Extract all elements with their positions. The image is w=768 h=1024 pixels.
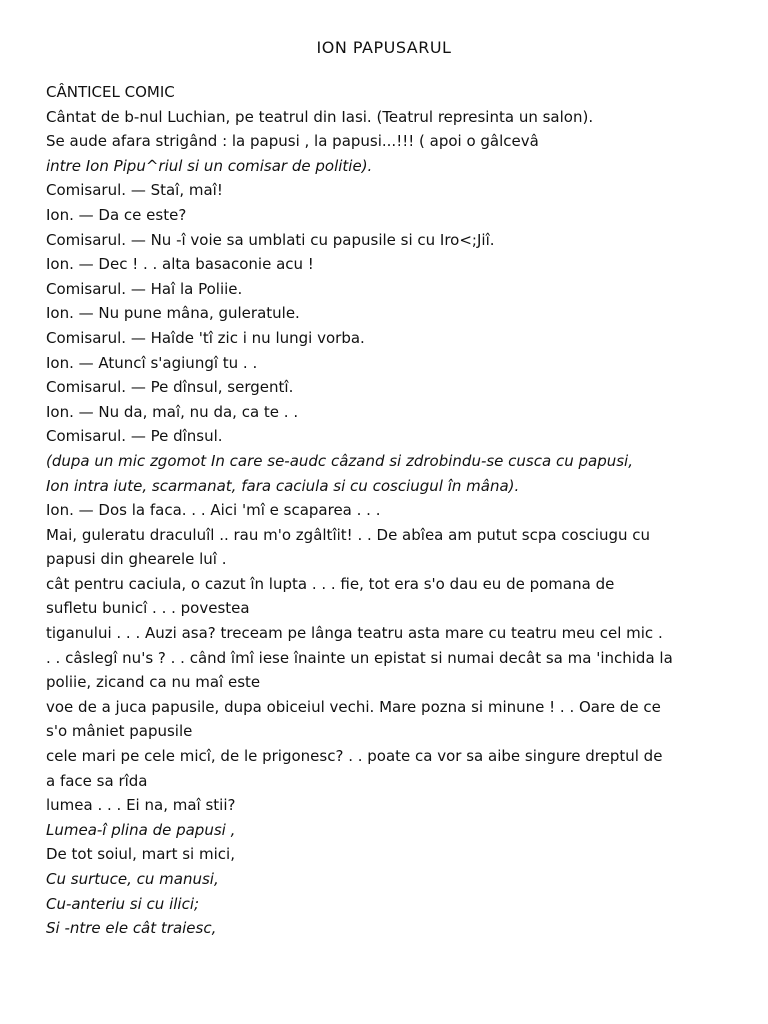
- text-line: Ion. — Dos la faca. . . Aici 'mî e scaparea . . .: [46, 501, 381, 520]
- text-line: Mai, guleratu draculuîl .. rau m'o zgâltîit! . . De abîea am putut scpa cosciugu cu: [46, 525, 651, 544]
- text-line: Ion. — Da ce este?: [46, 205, 187, 224]
- text-line: poliie, zicand ca nu maî este: [46, 673, 261, 692]
- text-line: cele mari pe cele micî, de le prigonesc? . . poate ca vor sa aibe singure dreptul de: [46, 747, 663, 766]
- text-line: Ion. — Atuncî s'agiungî tu . .: [46, 353, 258, 372]
- text-line: Cu surtuce, cu manusi,: [46, 870, 219, 888]
- text-line: Comisarul. — Haîde 'tî zic i nu lungi vorba.: [46, 328, 365, 347]
- text-line: tiganului . . . Auzi asa? treceam pe lânga teatru asta mare cu teatru meu cel mic .: [46, 624, 663, 643]
- text-line: Ion. — Nu da, maî, nu da, ca te . .: [46, 402, 299, 421]
- text-line: Si -ntre ele cât traiesc,: [46, 919, 217, 938]
- text-line: Comisarul. — Pe dînsul, sergentî.: [46, 378, 294, 397]
- text-line: Comisarul. — Staî, maî!: [46, 181, 223, 200]
- text-line: Lumea-î plina de papusi ,: [46, 820, 236, 839]
- text-line: De tot soiul, mart si mici,: [46, 845, 235, 864]
- text-line: s'o mâniet papusile: [46, 722, 193, 741]
- text-line: Se aude afara strigând : la papusi , la papusi...!!! ( apoi o gâlcevâ: [46, 132, 539, 151]
- text-line: voe de a juca papusile, dupa obiceiul vechi. Mare pozna si minune ! . . Oare de ce: [46, 697, 661, 716]
- text-line: Comisarul. — Nu -î voie sa umblati cu papusile si cu Iro<;Jiî.: [46, 230, 495, 249]
- text-line: Ion. — Dec ! . . alta basaconie acu !: [46, 255, 314, 274]
- text-line: sufletu bunicî . . . povestea: [46, 599, 250, 618]
- text-line: . . câslegî nu's ? . . când îmî iese înainte un epistat si numai decât sa ma 'inchida la: [46, 648, 673, 667]
- text-line: lumea . . . Ei na, maî stii?: [46, 796, 236, 815]
- text-line: Ion. — Nu pune mâna, guleratule.: [46, 304, 300, 323]
- text-line: intre Ion Pipu^riul si un comisar de politie).: [46, 156, 373, 175]
- text-line: CÂNTICEL COMIC: [46, 83, 175, 101]
- text-line: (dupa un mic zgomot In care se-audc câzand si zdrobindu-se cusca cu papusi,: [46, 451, 633, 470]
- text-line: Cântat de b-nul Luchian, pe teatrul din Iasi. (Teatrul represinta un salon).: [46, 107, 594, 126]
- text-line: Comisarul. — Pe dînsul.: [46, 427, 223, 446]
- text-line: Cu-anteriu si cu ilici;: [46, 894, 200, 913]
- document-title: ION PAPUSARUL: [316, 38, 452, 57]
- text-line: Comisarul. — Haî la Poliie.: [46, 279, 243, 298]
- text-line: Ion intra iute, scarmanat, fara caciula si cu cosciugul în mâna).: [46, 476, 520, 495]
- text-line: a face sa rîda: [46, 771, 148, 790]
- document-body: [46, 80, 726, 941]
- text-line: cât pentru caciula, o cazut în lupta . . . fie, tot era s'o dau eu de pomana de: [46, 574, 615, 593]
- text-line: papusi din ghearele luî .: [46, 550, 227, 569]
